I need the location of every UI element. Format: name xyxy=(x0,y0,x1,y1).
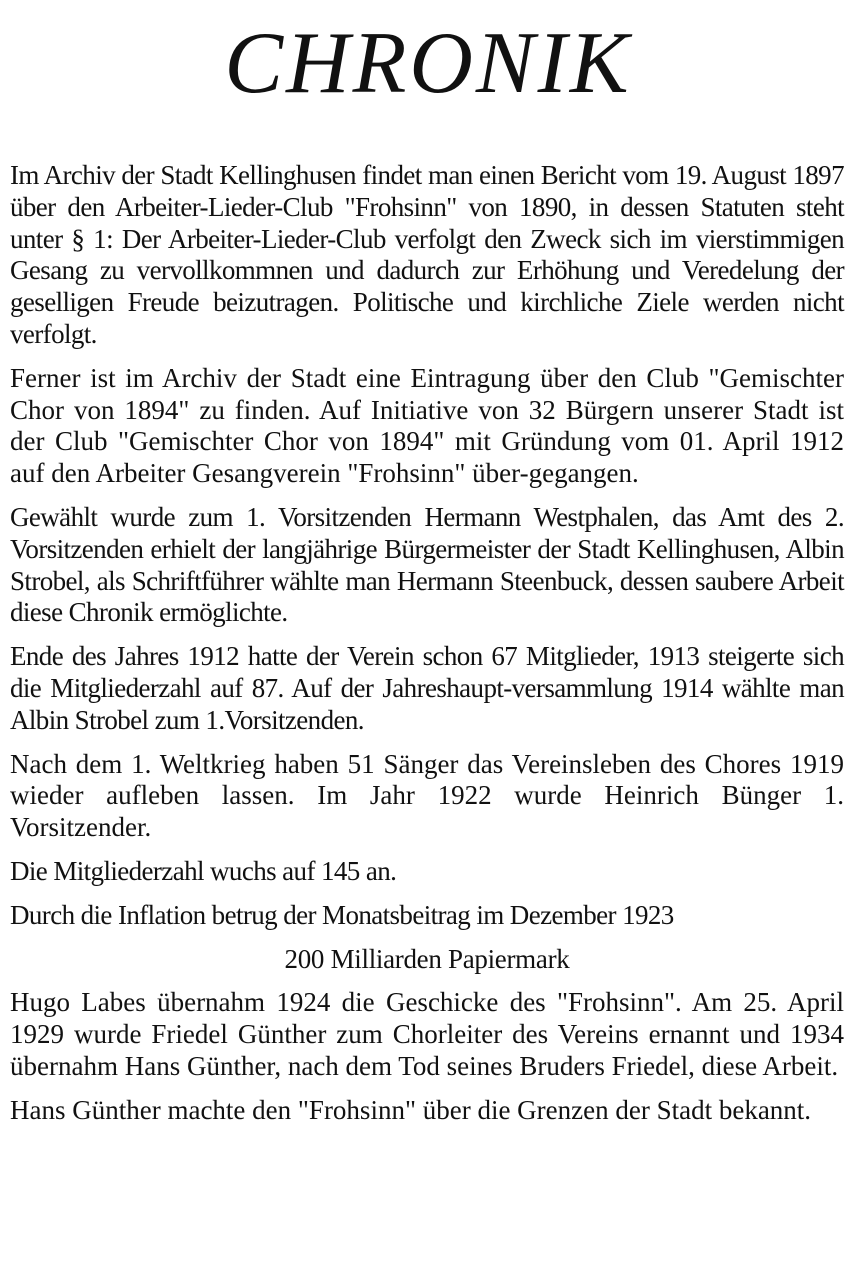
paragraph-papiermark: 200 Milliarden Papiermark xyxy=(284,943,570,974)
paragraph-gemischter-chor: Ferner ist im Archiv der Stadt eine Eintragung über den Club "Gemischter Chor von 1894" zu finden. Auf Initiative von 32 Bürgern unserer Stadt ist der Club "Gemischter Chor von 1894" mit Gründung vom 01. April 1912 auf den Arbeiter Gesangverein "Frohsinn" über-gegangen. xyxy=(10,362,844,489)
paragraph-archive-report: Im Archiv der Stadt Kellinghusen findet man einen Bericht vom 19. August 1897 über den Arbeiter-Lieder-Club "Frohsinn" von 1890, in dessen Statuten steht unter § 1: Der Arbeiter-Lieder-Club verfolgt den Zweck sich im vierstimmigen Gesang zu vervollkommnen und dadurch zur Erhöhung und Veredelung der geselligen Freude beizutragen. Politische und kirchliche Ziele werden nicht verfolgt. xyxy=(10,160,844,349)
paragraph-hugo-labes: Hugo Labes übernahm 1924 die Geschicke des "Frohsinn". Am 25. April 1929 wurde Friedel Günther zum Chorleiter des Vereins ernannt und 1934 übernahm Hans Günther, nach dem Tod seines Bruders Friedel, diese Arbeit. xyxy=(10,987,844,1081)
paragraph-hans-guenther: Hans Günther machte den "Frohsinn" über die Grenzen der Stadt bekannt. xyxy=(10,1094,812,1125)
paragraph-members-1912: Ende des Jahres 1912 hatte der Verein schon 67 Mitglieder, 1913 steigerte sich die Mitgliederzahl auf 87. Auf der Jahreshaupt-versammlung 1914 wählte man Albin Strobel zum 1.Vorsitzenden. xyxy=(10,641,844,735)
document-body xyxy=(10,160,844,1139)
paragraph-inflation: Durch die Inflation betrug der Monatsbeitrag im Dezember 1923 xyxy=(10,899,674,930)
paragraph-after-ww1: Nach dem 1. Weltkrieg haben 51 Sänger das Vereinsleben des Chores 1919 wieder aufleben lassen. Im Jahr 1922 wurde Heinrich Bünger 1. Vorsitzender. xyxy=(10,748,844,843)
paragraph-board-election: Gewählt wurde zum 1. Vorsitzenden Hermann Westphalen, das Amt des 2. Vorsitzenden erhielt der langjährige Bürgermeister der Stadt Kellinghusen, Albin Strobel, als Schriftführer wählte man Hermann Steenbuck, dessen saubere Arbeit diese Chronik ermöglichte. xyxy=(10,501,844,628)
page-title: CHRONIK xyxy=(224,15,632,112)
paragraph-member-count: Die Mitgliederzahl wuchs auf 145 an. xyxy=(10,855,397,886)
